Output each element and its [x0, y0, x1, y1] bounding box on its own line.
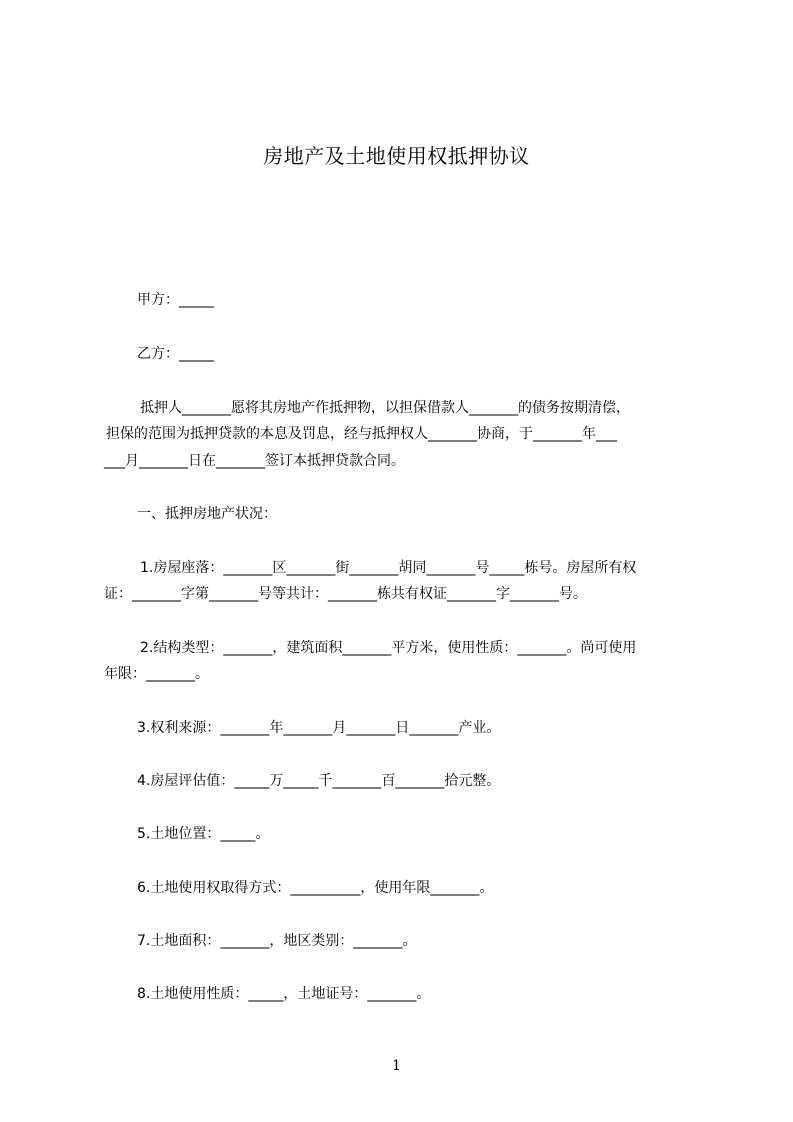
intro-line-1: 抵押人_______愿将其房地产作抵押物，以担保借款人_______的债务按期清偿， — [140, 400, 630, 416]
party-a-line: 甲方：_____ — [137, 292, 214, 308]
page-number: 1 — [392, 1058, 401, 1074]
item-6: 6.土地使用权取得方式：__________，使用年限_______。 — [137, 880, 494, 896]
item-5: 5.土地位置：_____。 — [137, 826, 270, 842]
item-2-line-2: 年限：_______。 — [104, 666, 209, 682]
item-4: 4.房屋评估值：_____万_____千_______百_______拾元整。 — [137, 773, 501, 789]
item-2-line-1: 2.结构类型：_______，建筑面积_______平方米，使用性质：_______。尚可使用 — [140, 640, 637, 656]
section-1-heading: 一、抵押房地产状况： — [137, 506, 277, 522]
item-7: 7.土地面积：_______，地区类别：_______。 — [137, 933, 417, 949]
item-1-line-1: 1.房屋座落：_______区_______街_______胡同_______号_____栋号。房屋所有权 — [140, 560, 637, 576]
intro-line-2: 担保的范围为抵押贷款的本息及罚息，经与抵押权人_______协商，于_______年___ — [106, 426, 617, 442]
intro-line-3: ___月_______日在_______签订本抵押贷款合同。 — [104, 453, 405, 469]
item-3: 3.权利来源：_______年_______月_______日_______产业。 — [137, 720, 501, 736]
document-title: 房地产及土地使用权抵押协议 — [263, 144, 530, 168]
party-b-line: 乙方：_____ — [137, 346, 214, 362]
item-1-line-2: 证：_______字第_______号等共计：_______栋共有权证_______字_______号。 — [104, 586, 587, 602]
item-8: 8.土地使用性质：_____，土地证号：_______。 — [137, 986, 431, 1002]
